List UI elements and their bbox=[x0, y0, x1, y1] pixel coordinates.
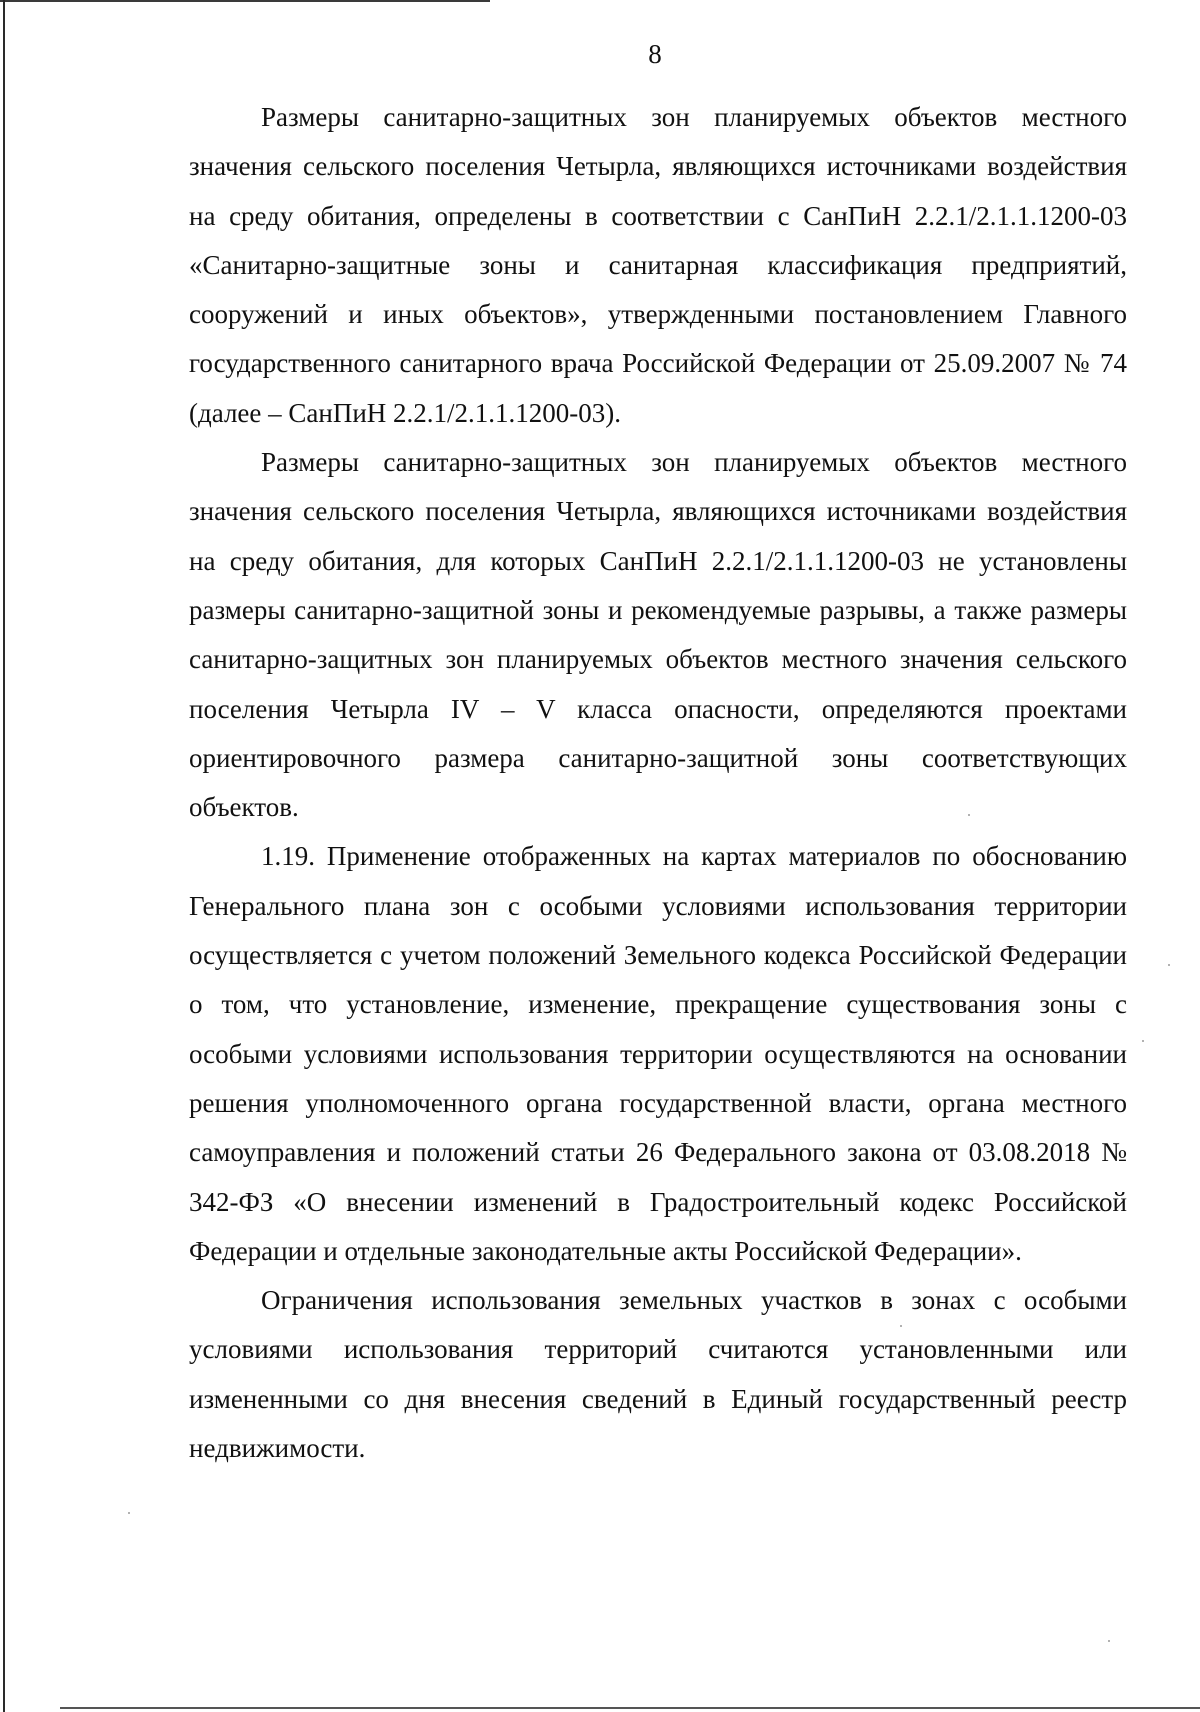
paragraph-sanitary-zones-sizes: Размеры санитарно-защитных зон планируемых объектов местного значения сельского поселения Четырла, являющихся источниками воздействия на среду обитания, определены в соответствии с СанПиН 2.2.1/2.1.1.1200-03 «Санитарно-защитные зоны и санитарная классификация предприятий, сооружений и иных объектов», утвержденными постановлением Главного государственного санитарного врача Российской Федерации от 25.09.2007 № 74 (далее – СанПиН 2.2.1/2.1.1.1200-03). bbox=[189, 102, 1127, 428]
document-body bbox=[189, 93, 1127, 1473]
page-number: 8 bbox=[648, 39, 662, 69]
scan-edge-top bbox=[0, 0, 490, 2]
scan-speck bbox=[1142, 1040, 1144, 1042]
paragraph-item-1-19: 1.19. Применение отображенных на картах материалов по обоснованию Генерального плана зон с особыми условиями использования территории осуществляется с учетом положений Земельного кодекса Российской Федерации о том, что установление, изменение, прекращение существования зоны с особыми условиями использования территории осуществляются на основании решения уполномоченного органа государственной власти, органа местного самоуправления и положений статьи 26 Федерального закона от 03.08.2018 № 342-ФЗ «О внесении изменений в Градостроительный кодекс Российской Федерации и отдельные законодательные акты Российской Федерации». bbox=[189, 841, 1127, 1266]
scan-edge-bottom bbox=[60, 1707, 1200, 1709]
scan-speck bbox=[128, 1512, 130, 1514]
scan-speck bbox=[1168, 964, 1170, 966]
scan-speck bbox=[1108, 1640, 1110, 1642]
scan-edge-left bbox=[3, 0, 5, 1712]
paragraph-sanitary-zones-projects: Размеры санитарно-защитных зон планируемых объектов местного значения сельского поселения Четырла, являющихся источниками воздействия на среду обитания, для которых СанПиН 2.2.1/2.1.1.1200-03 не установлены размеры санитарно-защитной зоны и рекомендуемые разрывы, а также размеры санитарно-защитных зон планируемых объектов местного значения сельского поселения Четырла IV – V класса опасности, определяются проектами ориентировочного размера санитарно-защитной зоны соответствующих объектов. bbox=[189, 447, 1127, 823]
paragraph-land-use-restrictions: Ограничения использования земельных участков в зонах с особыми условиями использования территорий считаются установленными или измененными со дня внесения сведений в Единый государственный реестр недвижимости. bbox=[189, 1285, 1127, 1464]
